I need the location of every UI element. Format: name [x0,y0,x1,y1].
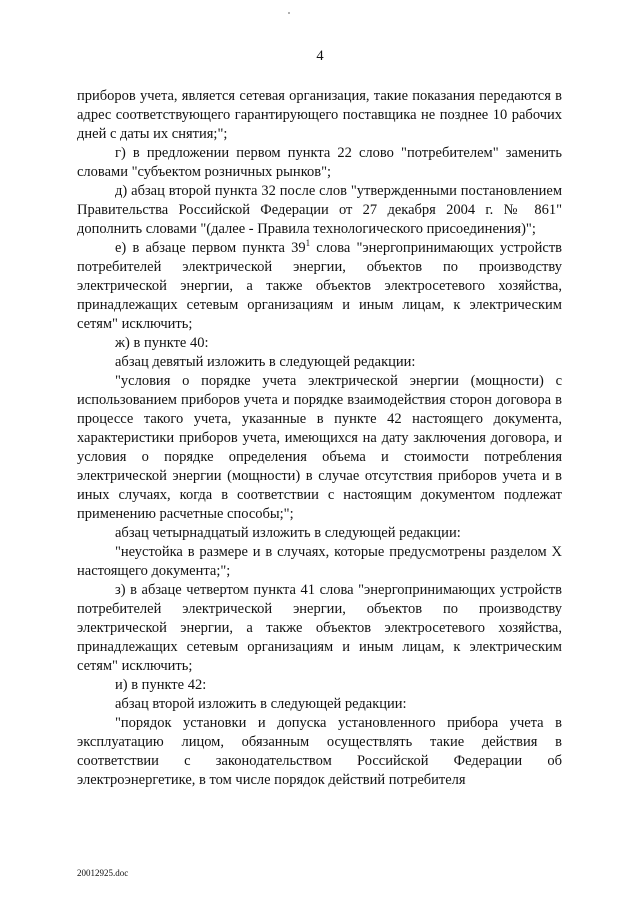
paragraph-abzac-9-intro: абзац девятый изложить в следующей редакции: [115,354,416,370]
paragraph-item-z: з) в абзаце четвертом пункта 41 слова "энергопринимающих устройств потребителей электрической энергии, объектов по производству электрической энергии, а также объектов электросетевого хозяйства, принадлежащих сетевым организациям и иным лицам, к электрическим сетям" исключить; [77,582,562,674]
scan-dot-mark [288,12,290,14]
document-body [77,87,562,790]
paragraph-item-d: д) абзац второй пункта 32 после слов "утвержденными постановлением Правительства Российской Федерации от 27 декабря 2004 г. № 861" дополнить словами "(далее - Правила технологического присоединения)"; [77,183,562,237]
paragraph-item-g: г) в предложении первом пункта 22 слово "потребителем" заменить словами "субъектом розничных рынков"; [77,145,562,180]
paragraph-item-e: е) в абзаце первом пункта $39^1$ слова "энергопринимающих устройств потребителей электрической энергии, объектов по производству электрической энергии, а также объектов электросетевого хозяйства, принадлежащих сетевым организациям и иным лицам, к электрическим сетям" исключить; [77,238,562,332]
paragraph-abzac-9-text: "условия о порядке учета электрической энергии (мощности) с использованием приборов учета и порядке взаимодействия сторон договора в процессе такого учета, указанные в пункте 42 настоящего документа, характеристики приборов учета, имеющихся на дату заключения договора, и условия о порядке определения объема и стоимости потребления электрической энергии (мощности) в случае отсутствия приборов учета и в иных случаях, когда в соответствии с настоящим документом подлежат применению расчетные способы;"; [77,373,562,522]
footer-filename: 20012925.doc [77,868,129,878]
paragraph-item-i: и) в пункте 42: [115,677,207,693]
paragraph-abzac-2-text: "порядок установки и допуска установленного прибора учета в эксплуатацию лицом, обязанным осуществлять такие действия в соответствии с законодательством Российской Федерации об электроэнергетике, в том числе порядок действий потребителя [77,715,562,788]
paragraph-item-zh: ж) в пункте 40: [115,335,209,351]
paragraph-abzac-14-text: "неустойка в размере и в случаях, которые предусмотрены разделом X настоящего документа;"; [77,544,562,579]
superscript-index: 1 [305,238,311,249]
paragraph-continuation: приборов учета, является сетевая организация, такие показания передаются в адрес соответствующего гарантирующего поставщика не позднее 10 рабочих дней с даты их снятия;"; [77,88,562,142]
page-number: 4 [316,48,324,64]
paragraph-abzac-14-intro: абзац четырнадцатый изложить в следующей редакции: [115,525,461,541]
paragraph-abzac-2-intro: абзац второй изложить в следующей редакции: [115,696,407,712]
